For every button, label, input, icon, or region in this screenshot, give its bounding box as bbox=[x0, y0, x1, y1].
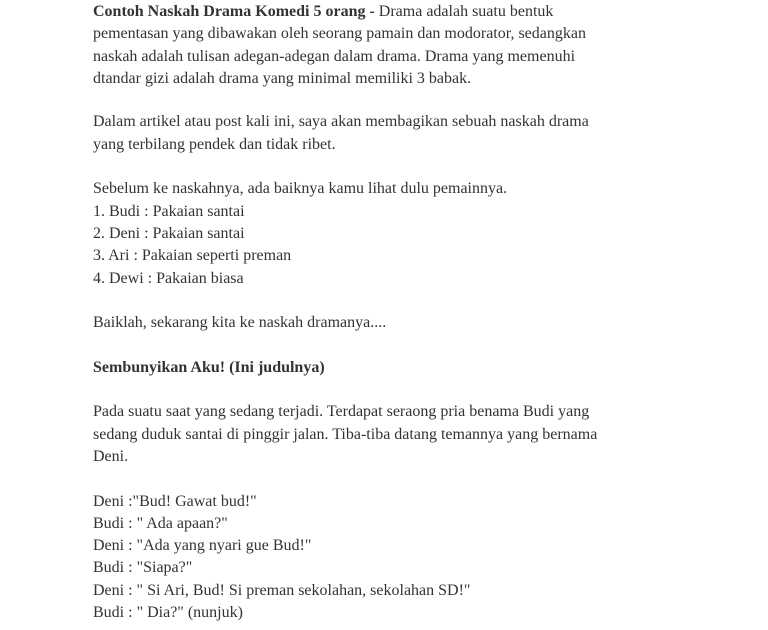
intro-line-2: pementasan yang dibawakan oleh seorang pamain dan modorator, sedangkan bbox=[93, 25, 586, 43]
spacer bbox=[93, 156, 713, 178]
paragraph-2-line-2: yang terbilang pendek dan tidak ribet. bbox=[93, 135, 336, 153]
dialogue-line: Budi : " Ada apaan?" bbox=[93, 514, 228, 532]
article-body bbox=[93, 0, 713, 624]
intro-line-1-text: Drama adalah suatu bentuk bbox=[374, 3, 554, 20]
cast-intro: Sebelum ke naskahnya, ada baiknya kamu lihat dulu pemainnya. bbox=[93, 180, 508, 198]
spacer bbox=[93, 290, 713, 312]
cast-item-budi: 1. Budi : Pakaian santai bbox=[93, 202, 245, 220]
cast-item-ari: 3. Ari : Pakaian seperti preman bbox=[93, 247, 292, 265]
dialogue-line: Budi : " Dia?" (nunjuk) bbox=[93, 604, 243, 622]
narration-line-3: Deni. bbox=[93, 447, 129, 465]
intro-line-1 bbox=[93, 1, 713, 23]
spacer bbox=[93, 89, 713, 111]
spacer bbox=[93, 468, 713, 490]
dialogue-line: Deni :"Bud! Gawat bud!" bbox=[93, 492, 257, 510]
intro-line-3: naskah adalah tulisan adegan-adegan dalam drama. Drama yang memenuhi bbox=[93, 47, 576, 65]
intro-line-4: dtandar gizi adalah drama yang minimal memiliki 3 babak. bbox=[93, 69, 472, 87]
dialogue-line: Deni : "Ada yang nyari gue Bud!" bbox=[93, 537, 312, 555]
narration-line-2: sedang duduk santai di pinggir jalan. Tiba-tiba datang temannya yang bernama bbox=[93, 425, 598, 443]
dialogue-line: Deni : " Si Ari, Bud! Si preman sekolahan, sekolahan SD!" bbox=[93, 581, 471, 599]
transition-text: Baiklah, sekarang kita ke naskah dramanya.... bbox=[93, 314, 387, 332]
cast-item-deni: 2. Deni : Pakaian santai bbox=[93, 224, 245, 242]
cast-item-dewi: 4. Dewi : Pakaian biasa bbox=[93, 269, 244, 287]
spacer bbox=[93, 379, 713, 401]
script-title: Sembunyikan Aku! (Ini judulnya) bbox=[93, 358, 325, 376]
dialogue-line: Budi : "Siapa?" bbox=[93, 559, 193, 577]
paragraph-2-line-1: Dalam artikel atau post kali ini, saya akan membagikan sebuah naskah drama bbox=[93, 113, 589, 131]
spacer bbox=[93, 334, 713, 356]
article-title: Contoh Naskah Drama Komedi 5 orang - bbox=[93, 3, 375, 20]
narration-line-1: Pada suatu saat yang sedang terjadi. Terdapat seraong pria benama Budi yang bbox=[93, 403, 590, 421]
